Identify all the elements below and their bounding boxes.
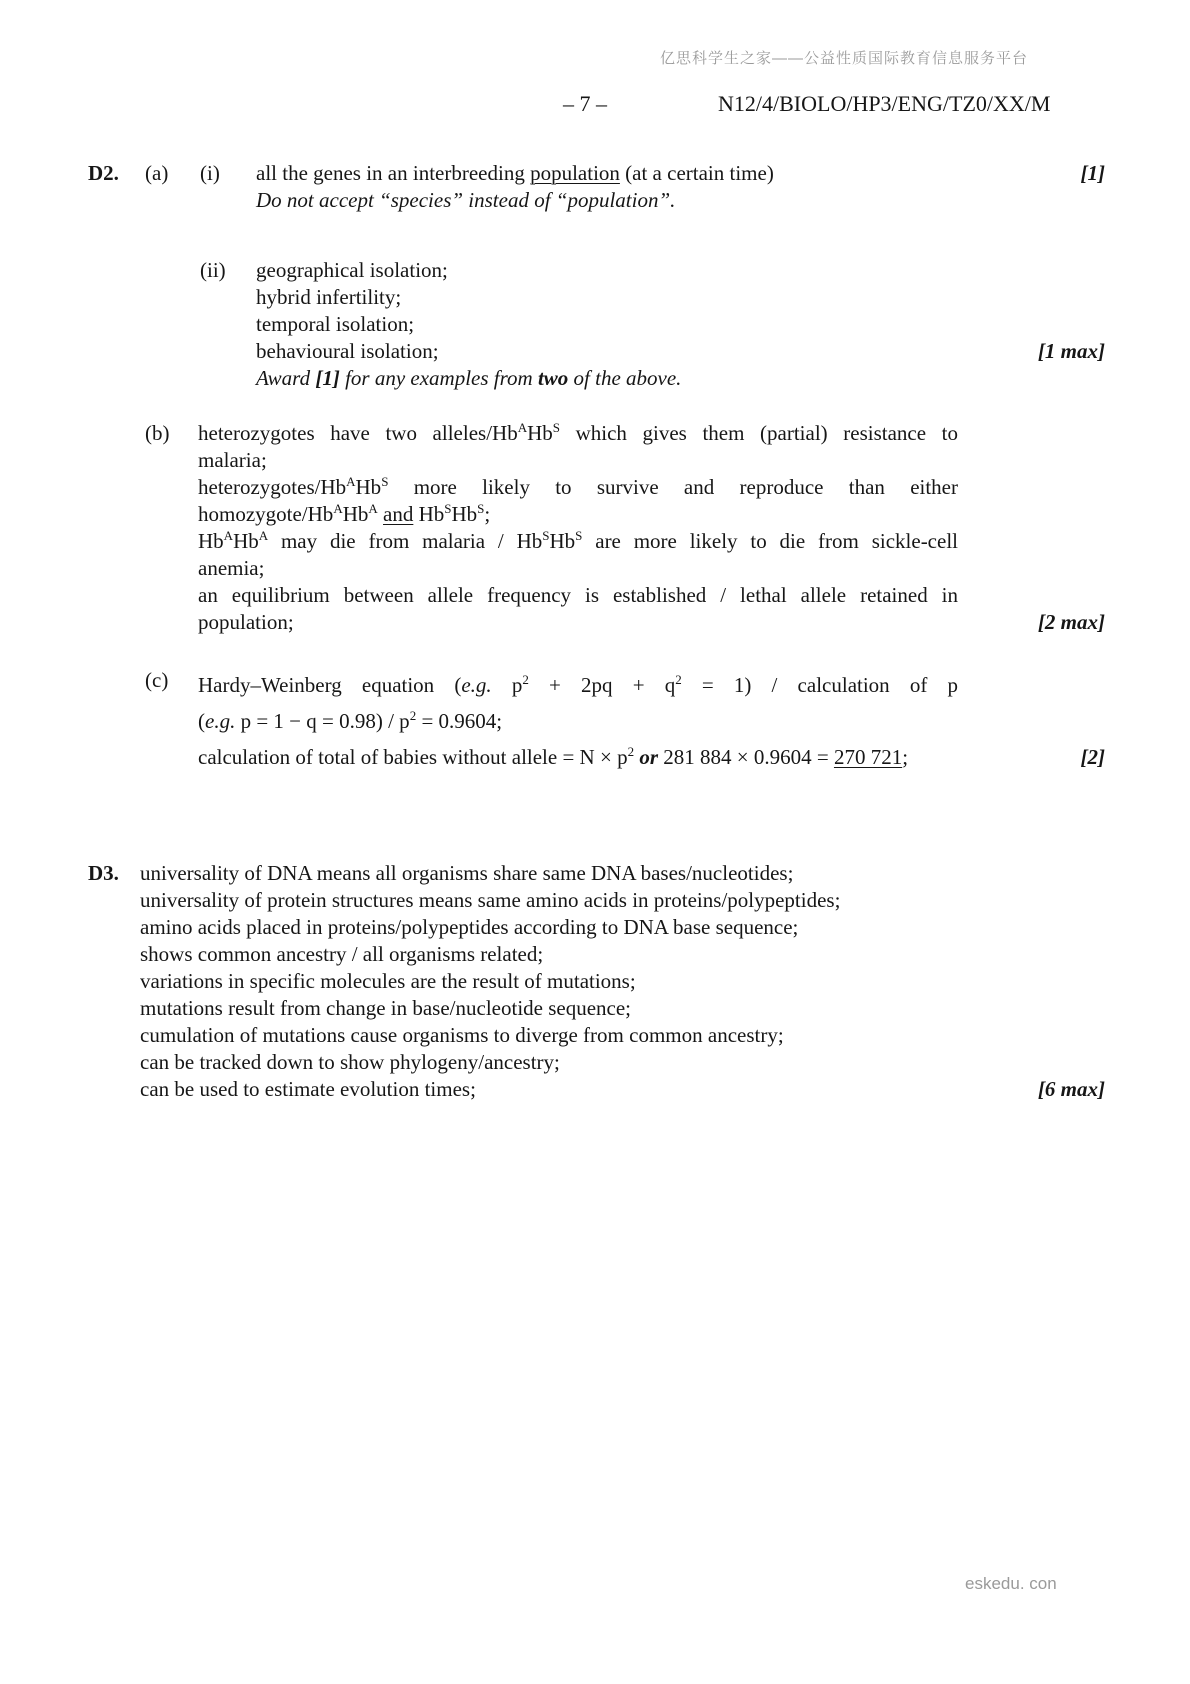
text-line: $Hb^AHb^A$ may die from malaria / $Hb^SHb^S$ are more likely to die from sickle-cell bbox=[198, 528, 958, 553]
text-line: behavioural isolation; bbox=[256, 339, 439, 363]
question-d3 bbox=[88, 860, 1105, 1103]
site-banner: 亿思科学生之家——公益性质国际教育信息服务平台 bbox=[660, 50, 1029, 67]
marks-badge-d2a-i: [1] bbox=[1080, 161, 1105, 185]
text-line: shows common ancestry / all organisms related; bbox=[140, 942, 544, 966]
text-line: amino acids placed in proteins/polypeptides according to DNA base sequence; bbox=[140, 915, 799, 939]
answer-text bbox=[256, 257, 958, 392]
paper-code: N12/4/BIOLO/HP3/ENG/TZ0/XX/M bbox=[718, 91, 1051, 116]
marks-badge-d3: [6 max] bbox=[1037, 1077, 1105, 1101]
answer-text bbox=[198, 420, 958, 636]
text-line: variations in specific molecules are the result of mutations; bbox=[140, 969, 636, 993]
text-line: all the genes in an interbreeding population (at a certain time) bbox=[256, 161, 774, 185]
marks-badge-d2c: [2] bbox=[1080, 745, 1105, 769]
text-line: Hardy–Weinberg equation (e.g. $p^2 + 2pq + q^2 = 1$) / calculation of p bbox=[198, 672, 959, 697]
question-d2-part-a-ii bbox=[88, 257, 1105, 392]
answer-text bbox=[140, 860, 1010, 1103]
question-d2-part-a-i bbox=[88, 160, 1105, 214]
answer-text bbox=[256, 160, 958, 214]
text-line: temporal isolation; bbox=[256, 312, 415, 336]
text-line: cumulation of mutations cause organisms to diverge from common ancestry; bbox=[140, 1023, 784, 1047]
text-line: calculation of total of babies without allele = $N \times p^2$ or 281 884 × 0.9604 = 270 721; bbox=[198, 744, 909, 769]
text-line: can be tracked down to show phylogeny/ancestry; bbox=[140, 1050, 560, 1074]
text-line: anemia; bbox=[198, 556, 265, 580]
text-line: universality of protein structures means same amino acids in proteins/polypeptides; bbox=[140, 888, 841, 912]
part-label: (a) bbox=[145, 161, 169, 185]
text-line: an equilibrium between allele frequency is established / lethal allele retained in bbox=[198, 583, 958, 607]
marks-badge-d2b: [2 max] bbox=[1037, 610, 1105, 634]
question-d2-part-c bbox=[88, 667, 1105, 775]
text-line: can be used to estimate evolution times; bbox=[140, 1077, 476, 1101]
page-number: – 7 – bbox=[563, 91, 607, 116]
text-line: geographical isolation; bbox=[256, 258, 448, 282]
part-label: (b) bbox=[145, 421, 170, 445]
answer-text bbox=[198, 667, 958, 775]
question-d2-part-b bbox=[88, 420, 1105, 636]
part-label: (c) bbox=[145, 668, 169, 692]
item-label: (ii) bbox=[200, 258, 226, 282]
text-line: Award [1] for any examples from two of the above. bbox=[256, 366, 682, 390]
question-number-label: D2. bbox=[88, 161, 119, 185]
marks-badge-d2a-ii: [1 max] bbox=[1037, 339, 1105, 363]
text-line: universality of DNA means all organisms share same DNA bases/nucleotides; bbox=[140, 861, 794, 885]
watermark: eskedu. con bbox=[965, 1574, 1057, 1593]
text-line: malaria; bbox=[198, 448, 267, 472]
text-line: Do not accept “species” instead of “population”. bbox=[256, 188, 676, 212]
text-line: homozygote/$Hb^AHb^A$ and $Hb^SHb^S$; bbox=[198, 501, 491, 526]
text-line: (e.g. $p = 1 - q = 0.98) / p^2 = 0.9604$; bbox=[198, 708, 503, 733]
text-line: heterozygotes/$Hb^AHb^S$ more likely to survive and reproduce than either bbox=[198, 474, 958, 499]
text-line: population; bbox=[198, 610, 294, 634]
text-line: hybrid infertility; bbox=[256, 285, 402, 309]
question-number-label: D3. bbox=[88, 861, 119, 885]
text-line: heterozygotes have two alleles/$Hb^AHb^S$ which gives them (partial) resistance to bbox=[198, 420, 958, 445]
text-line: mutations result from change in base/nucleotide sequence; bbox=[140, 996, 632, 1020]
item-label: (i) bbox=[200, 161, 220, 185]
